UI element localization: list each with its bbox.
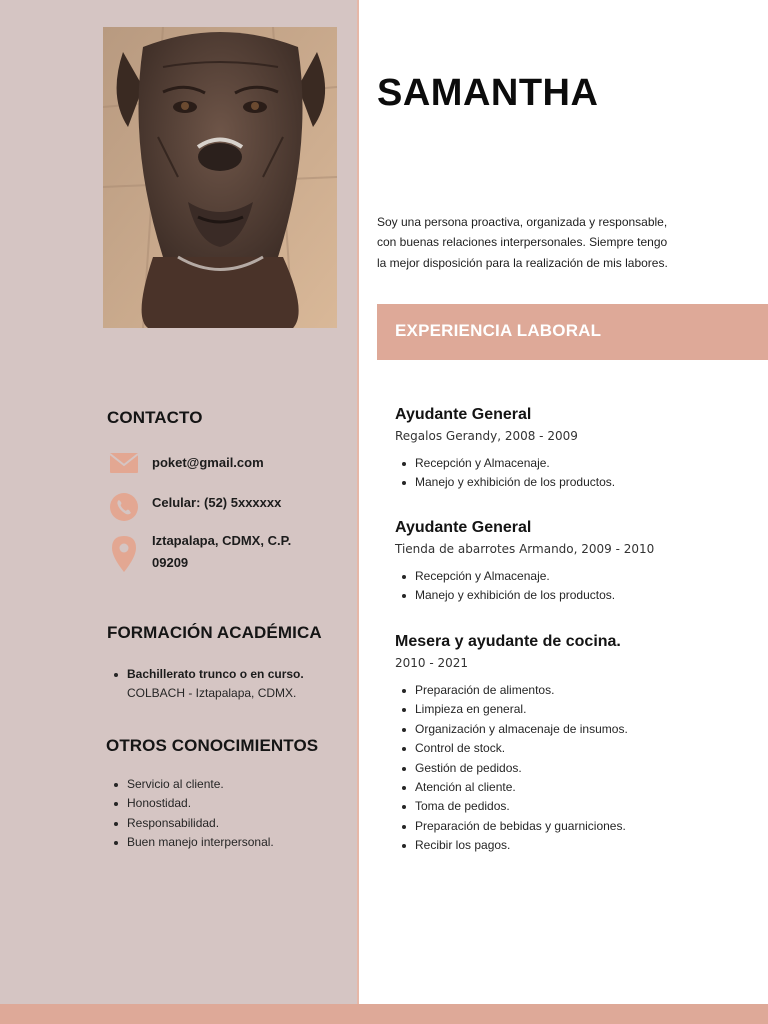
list-item: Preparación de bebidas y guarniciones. bbox=[395, 817, 755, 836]
candidate-name: SAMANTHA bbox=[377, 72, 599, 114]
job-tasks bbox=[395, 454, 755, 493]
job-entry bbox=[395, 518, 755, 606]
contact-heading: CONTACTO bbox=[107, 408, 203, 427]
experience-banner bbox=[377, 304, 768, 360]
job-entry bbox=[395, 632, 755, 856]
contact-email bbox=[107, 452, 347, 474]
list-item: Atención al cliente. bbox=[395, 778, 755, 797]
phone-text: Celular: (52) 5xxxxxx bbox=[152, 495, 282, 510]
job-meta: Regalos Gerandy, 2008 - 2009 bbox=[395, 429, 578, 443]
list-item: Organización y almacenaje de insumos. bbox=[395, 720, 755, 739]
column-divider bbox=[357, 0, 359, 1004]
degree-text: Bachillerato trunco o en curso. bbox=[127, 667, 304, 681]
experience-heading: EXPERIENCIA LABORAL bbox=[395, 321, 602, 340]
contact-phone bbox=[107, 492, 347, 522]
footer-bar bbox=[0, 1004, 768, 1024]
list-item: Responsabilidad. bbox=[107, 814, 347, 833]
profile-photo bbox=[103, 27, 337, 328]
job-entry bbox=[395, 405, 755, 493]
location-pin-icon bbox=[107, 530, 141, 573]
list-item: Limpieza en general. bbox=[395, 700, 755, 719]
list-item bbox=[107, 665, 347, 703]
list-item: Honostidad. bbox=[107, 794, 347, 813]
job-meta: 2010 - 2021 bbox=[395, 656, 469, 670]
job-tasks bbox=[395, 681, 755, 856]
list-item: Recepción y Almacenaje. bbox=[395, 454, 755, 473]
email-text: poket@gmail.com bbox=[152, 455, 264, 470]
profile-summary: Soy una persona proactiva, organizada y responsable, con buenas relaciones interpersonales. Siempre tengo la mejor disposición para la realización de mis labores. bbox=[377, 215, 668, 270]
list-item: Manejo y exhibición de los productos. bbox=[395, 473, 755, 492]
list-item: Recepción y Almacenaje. bbox=[395, 567, 755, 586]
list-item: Preparación de alimentos. bbox=[395, 681, 755, 700]
list-item: Buen manejo interpersonal. bbox=[107, 833, 347, 852]
list-item: Recibir los pagos. bbox=[395, 836, 755, 855]
job-title: Ayudante General bbox=[395, 519, 532, 536]
job-title: Mesera y ayudante de cocina. bbox=[395, 633, 621, 650]
list-item: Servicio al cliente. bbox=[107, 775, 347, 794]
list-item: Toma de pedidos. bbox=[395, 797, 755, 816]
institution-text: COLBACH - Iztapalapa, CDMX. bbox=[127, 686, 297, 700]
education-item bbox=[107, 665, 347, 703]
contact-address bbox=[107, 530, 347, 574]
job-tasks bbox=[395, 567, 755, 606]
phone-icon bbox=[107, 492, 141, 522]
job-title: Ayudante General bbox=[395, 406, 532, 423]
list-item: Gestión de pedidos. bbox=[395, 759, 755, 778]
list-item: Control de stock. bbox=[395, 739, 755, 758]
list-item: Manejo y exhibición de los productos. bbox=[395, 586, 755, 605]
education-heading: FORMACIÓN ACADÉMICA bbox=[107, 623, 322, 642]
job-meta: Tienda de abarrotes Armando, 2009 - 2010 bbox=[395, 542, 655, 556]
skills-heading: OTROS CONOCIMIENTOS bbox=[106, 736, 319, 755]
skills-list bbox=[107, 775, 347, 853]
address-text: Iztapalapa, CDMX, C.P. 09209 bbox=[152, 533, 292, 570]
envelope-icon bbox=[107, 452, 141, 474]
